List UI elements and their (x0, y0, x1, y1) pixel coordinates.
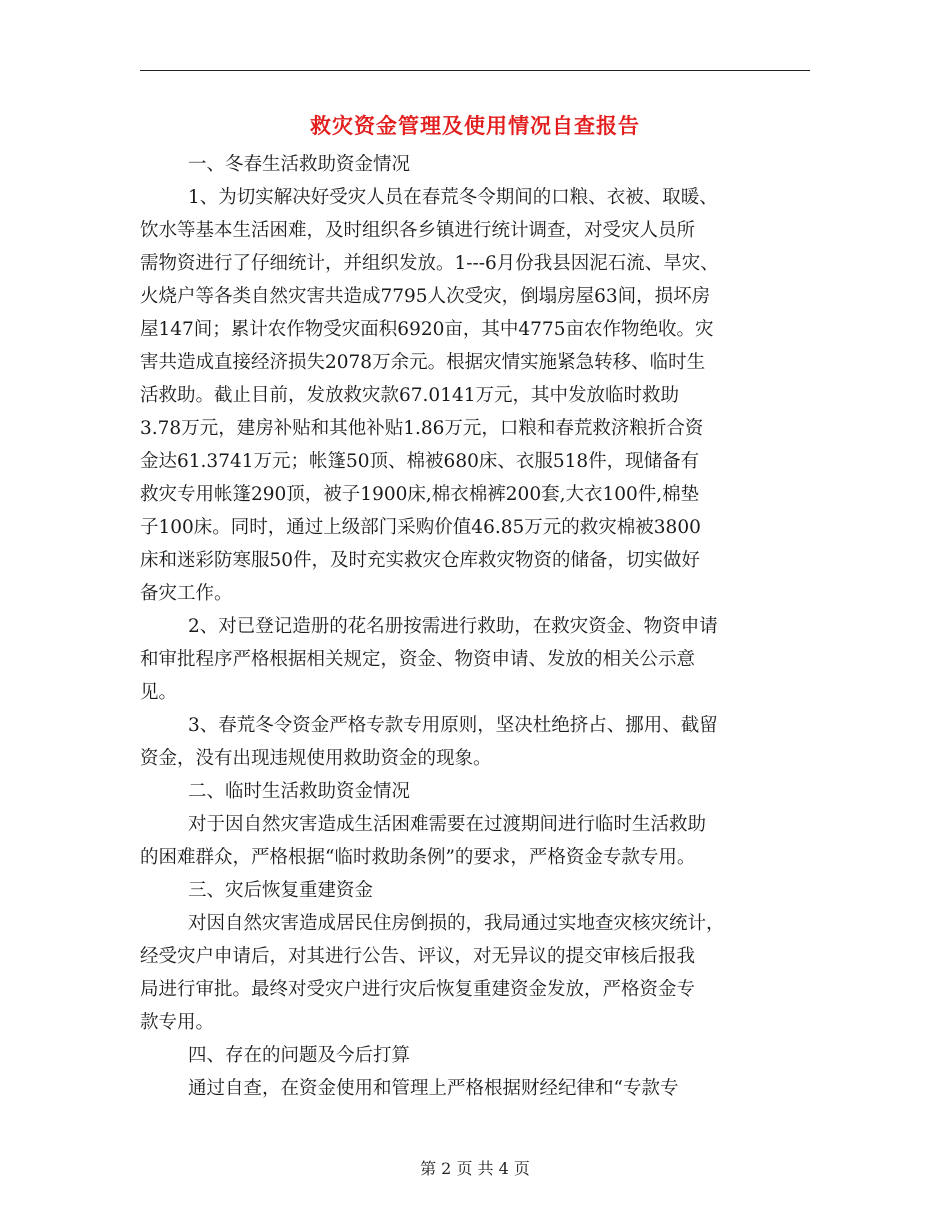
page-footer: 第 2 页 共 4 页 (420, 1159, 530, 1178)
text-line: 子100床。同时，通过上级部门采购价值46.85万元的救灾棉被3800 (140, 517, 701, 538)
document-title: 救灾资金管理及使用情况自查报告 (310, 114, 640, 138)
text-line: 3.78万元，建房补贴和其他补贴1.86万元，口粮和春荒救济粮折合资 (140, 418, 704, 439)
text-line: 床和迷彩防寒服50件，及时充实救灾仓库救灾物资的储备，切实做好 (140, 550, 701, 571)
document-body (140, 148, 810, 1105)
text-line: 通过自查，在资金使用和管理上严格根据财经纪律和“专款专 (188, 1078, 679, 1099)
text-line: 局进行审批。最终对受灾户进行灾后恢复重建资金发放，严格资金专 (140, 979, 696, 1000)
text-line: 经受灾户申请后，对其进行公告、评议，对无异议的提交审核后报我 (140, 946, 696, 967)
text-line: 款专用。 (140, 1012, 215, 1033)
text-line: 的困难群众，严格根据“临时救助条例”的要求，严格资金专款专用。 (140, 847, 696, 868)
text-line: 活救助。截止目前，发放救灾款67.0141万元，其中发放临时救助 (140, 385, 680, 406)
text-line: 2、对已登记造册的花名册按需进行救助，在救灾资金、物资申请 (188, 616, 718, 637)
text-line: 资金，没有出现违规使用救助资金的现象。 (140, 748, 492, 769)
text-line: 对于因自然灾害造成生活困难需要在过渡期间进行临时生活救助 (188, 814, 707, 835)
text-line: 饮水等基本生活困难，及时组织各乡镇进行统计调查，对受灾人员所 (140, 220, 696, 241)
text-line: 1、为切实解决好受灾人员在春荒冬令期间的口粮、衣被、取暖、 (188, 187, 718, 208)
text-line: 3、春荒冬令资金严格专款专用原则，坚决杜绝挤占、挪用、截留 (188, 715, 718, 736)
text-line: 四、存在的问题及今后打算 (188, 1045, 411, 1066)
text-line: 一、冬春生活救助资金情况 (188, 154, 411, 175)
text-line: 需物资进行了仔细统计，并组织发放。1---6月份我县因泥石流、旱灾、 (140, 253, 719, 274)
text-line: 备灾工作。 (140, 583, 233, 604)
text-line: 金达61.3741万元；帐篷50顶、棉被680床、衣服518件，现储备有 (140, 451, 700, 472)
text-line: 害共造成直接经济损失2078万余元。根据灾情实施紧急转移、临时生 (140, 352, 706, 373)
text-line: 二、临时生活救助资金情况 (188, 781, 411, 802)
text-line: 见。 (140, 682, 178, 703)
text-line: 救灾专用帐篷290顶，被子1900床,棉衣棉裤200套,大衣100件,棉垫 (140, 484, 700, 505)
text-line: 火烧户等各类自然灾害共造成7795人次受灾，倒塌房屋63间，损坏房 (140, 286, 711, 307)
text-line: 对因自然灾害造成居民住房倒损的，我局通过实地查灾核灾统计， (188, 913, 725, 934)
text-line: 和审批程序严格根据相关规定，资金、物资申请、发放的相关公示意 (140, 649, 696, 670)
text-line: 屋147间；累计农作物受灾面积6920亩，其中4775亩农作物绝收。灾 (140, 319, 714, 340)
header-rule (140, 70, 810, 71)
text-line: 三、灾后恢复重建资金 (188, 880, 374, 901)
